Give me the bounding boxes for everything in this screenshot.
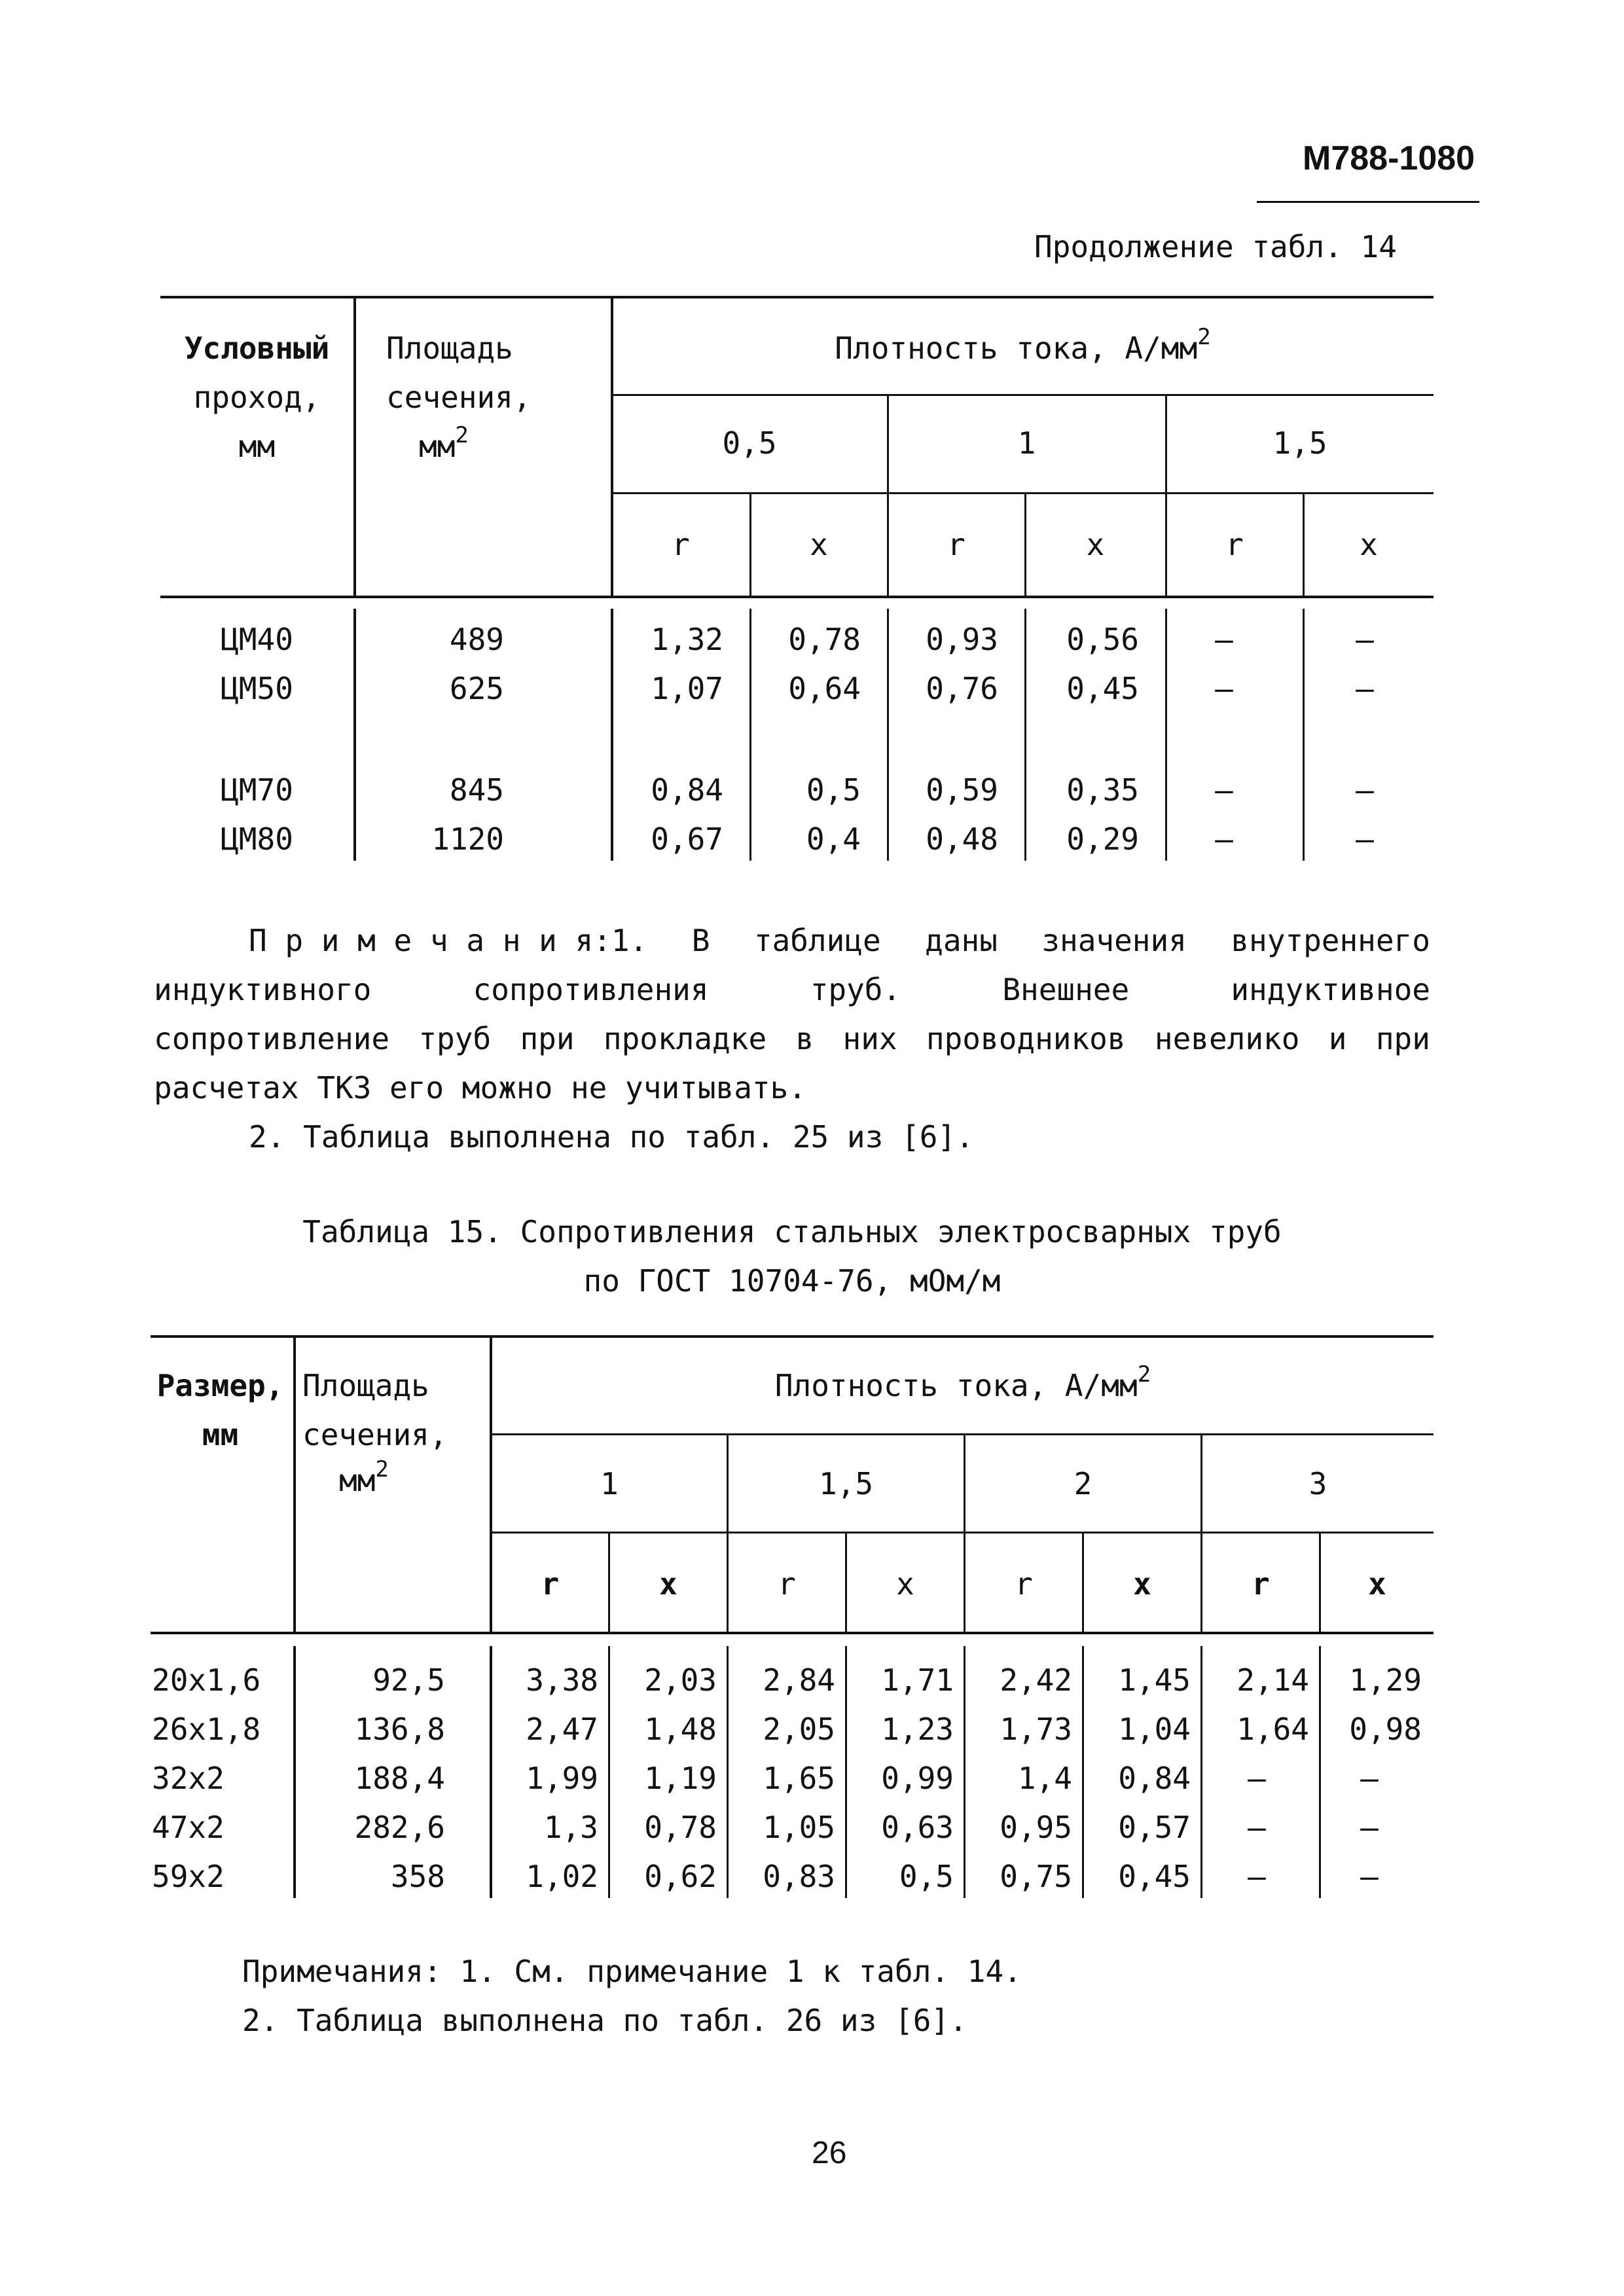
notes14-w: проводников [926, 1021, 1126, 1056]
table-cell: 0,5 [806, 772, 861, 808]
table15-title-line2: по ГОСТ 10704-76, мОм/м [583, 1263, 1001, 1299]
notes14-w: в [795, 1021, 814, 1056]
t14-vline [1303, 609, 1305, 861]
notes15-line2: 2. Таблица выполнена по табл. 26 из [6]. [242, 2003, 967, 2038]
continuation-label: Продолжение табл. 14 [1034, 229, 1397, 264]
t15-density-0: 1 [600, 1466, 619, 1501]
table-cell: 0,75 [1000, 1859, 1072, 1894]
t15-col-area-l2: сечения, [302, 1417, 448, 1452]
t14-vline [353, 296, 356, 596]
t14-col-nominal-l3: мм [238, 429, 276, 464]
t15-col-size-l2: мм [202, 1417, 239, 1452]
table-cell: 1,07 [651, 671, 723, 706]
t14-density-sup: 2 [1197, 324, 1211, 350]
table-cell: 1,71 [881, 1662, 954, 1698]
table-cell: 1,99 [526, 1761, 598, 1796]
t15-density-2: 2 [1074, 1466, 1092, 1501]
t14-rx-5: x [1360, 527, 1378, 562]
table-cell: 0,95 [1000, 1810, 1072, 1845]
notes14-w: даны [925, 923, 998, 958]
table-cell: 0,67 [651, 821, 723, 857]
row-area: 489 [449, 622, 504, 657]
table-cell: 0,93 [926, 622, 998, 657]
row-label: 47х2 [152, 1810, 225, 1845]
table-cell: 2,42 [1000, 1662, 1072, 1698]
table-cell: 0,62 [644, 1859, 717, 1894]
table-cell: 0,57 [1118, 1810, 1191, 1845]
t15-density-1: 1,5 [818, 1466, 874, 1501]
t15-density-label: Плотность тока, А/мм [774, 1368, 1138, 1403]
table-cell: 0,59 [926, 772, 998, 808]
row-area: 625 [449, 671, 504, 706]
t15-top-rule [151, 1335, 1434, 1338]
t14-col-area-l1: Площадь [386, 331, 513, 366]
notes14-w: труб. [810, 972, 901, 1007]
t15-rx-4: r [1015, 1566, 1033, 1602]
notes14-line4: расчетах ТКЗ его можно не учитывать. [154, 1070, 806, 1105]
table-cell: – [1248, 1810, 1266, 1845]
t14-rx-1: x [810, 527, 828, 562]
table-cell: 0,78 [644, 1810, 717, 1845]
table-cell: 1,48 [644, 1712, 717, 1747]
t15-rx-2: r [778, 1566, 796, 1602]
table-cell: 0,99 [881, 1761, 954, 1796]
notes14-w: Внешнее [1002, 972, 1130, 1007]
t14-density-label: Плотность тока, А/мм [835, 331, 1198, 366]
table-cell: 1,45 [1118, 1662, 1191, 1698]
table15-title-line1: Таблица 15. Сопротивления стальных электросварных труб [302, 1214, 1282, 1249]
row-area: 92,5 [372, 1662, 445, 1698]
table-cell: 1,4 [1017, 1761, 1072, 1796]
table-cell: 0,45 [1118, 1859, 1191, 1894]
row-area: 1120 [431, 821, 504, 857]
table-cell: 1,29 [1349, 1662, 1422, 1698]
notes14-w: В [691, 923, 710, 958]
header-rule [1257, 201, 1479, 203]
t15-vline [964, 1433, 965, 1632]
table-cell: 1,73 [1000, 1712, 1072, 1747]
t15-vline [727, 1433, 729, 1632]
table-cell: 1,02 [526, 1859, 598, 1894]
notes14-line3 [154, 1021, 1430, 1056]
notes14-w: прокладке [603, 1021, 767, 1056]
notes14-line1 [249, 923, 1430, 958]
notes14-w: индуктивного [154, 972, 372, 1007]
notes14-w: таблице [753, 923, 881, 958]
t14-rx-0: r [672, 527, 690, 562]
table-cell: 0,29 [1066, 821, 1139, 857]
row-area: 358 [390, 1859, 445, 1894]
table-cell: 0,56 [1066, 622, 1139, 657]
t15-rx-7: x [1368, 1566, 1386, 1602]
table-cell: 0,78 [788, 622, 861, 657]
table-cell: – [1248, 1859, 1266, 1894]
table-cell: 2,84 [763, 1662, 835, 1698]
row-area: 282,6 [354, 1810, 445, 1845]
t15-vline [1200, 1433, 1202, 1632]
table-cell: 1,64 [1236, 1712, 1309, 1747]
notes14-w: и [1328, 1021, 1347, 1056]
table-cell: – [1356, 671, 1374, 706]
table-cell: 0,63 [881, 1810, 954, 1845]
table-cell: – [1360, 1810, 1379, 1845]
table-cell: 2,47 [526, 1712, 598, 1747]
table-cell: – [1215, 671, 1233, 706]
table-cell: 0,48 [926, 821, 998, 857]
row-area: 845 [449, 772, 504, 808]
t15-col-area-l3 [339, 1456, 389, 1498]
notes14-w: внутреннего [1231, 923, 1430, 958]
table-cell: 0,98 [1349, 1712, 1422, 1747]
table-cell: – [1356, 772, 1374, 808]
notes14-w: невелико [1154, 1021, 1300, 1056]
t14-col-area-l2: сечения, [386, 380, 532, 415]
notes14-w: сопротивления [473, 972, 709, 1007]
t15-density-sup: 2 [1137, 1361, 1151, 1388]
table-cell: 0,84 [1118, 1761, 1191, 1796]
table-cell: 0,83 [763, 1859, 835, 1894]
t14-col-area-l3 [419, 422, 469, 464]
row-label: ЦМ40 [221, 622, 293, 657]
t15-rx-5: x [1133, 1566, 1151, 1602]
table-cell: 0,35 [1066, 772, 1139, 808]
notes14-w: П р и м е ч а н и я:1. [249, 923, 648, 958]
table-cell: 0,64 [788, 671, 861, 706]
row-label: 59х2 [152, 1859, 225, 1894]
row-label: 26х1,8 [152, 1712, 261, 1747]
table-cell: 0,76 [926, 671, 998, 706]
t14-col-nominal-l1: Условный [184, 331, 330, 366]
t15-header-bottom-rule [151, 1632, 1434, 1634]
table-cell: 2,05 [763, 1712, 835, 1747]
t14-area-unit: мм [419, 429, 456, 464]
table-cell: – [1356, 622, 1374, 657]
table-cell: – [1215, 622, 1233, 657]
table-cell: 1,23 [881, 1712, 954, 1747]
notes14-w: индуктивное [1231, 972, 1430, 1007]
t15-density-rule [492, 1433, 1434, 1435]
t14-density-header [612, 324, 1434, 366]
t14-vline [1165, 394, 1167, 596]
table-cell: – [1248, 1761, 1266, 1796]
notes14-line2 [154, 972, 1430, 1007]
t14-rx-3: x [1086, 527, 1105, 562]
row-label: ЦМ50 [221, 671, 293, 706]
t15-col-area-l1: Площадь [302, 1368, 429, 1403]
t14-density-2: 1,5 [1272, 425, 1327, 461]
row-area: 136,8 [354, 1712, 445, 1747]
t14-vline [1165, 609, 1167, 861]
t14-top-rule [160, 296, 1434, 298]
table-cell: 0,5 [899, 1859, 954, 1894]
t15-rx-1: x [659, 1566, 677, 1602]
t15-rx-0: r [541, 1566, 560, 1602]
t15-density-3: 3 [1308, 1466, 1327, 1501]
table-cell: – [1356, 821, 1374, 857]
notes15-line1: Примечания: 1. См. примечание 1 к табл. 14. [242, 1954, 1022, 1989]
table-cell: 0,84 [651, 772, 723, 808]
notes14-w: них [842, 1021, 897, 1056]
table-cell: – [1360, 1859, 1379, 1894]
document-code: М788-1080 [1303, 139, 1475, 177]
t15-area-unit: мм [339, 1463, 376, 1498]
notes14-w: значения [1041, 923, 1187, 958]
t14-subhead-rule [612, 492, 1434, 494]
notes14-w: при [520, 1021, 575, 1056]
table-cell: 3,38 [526, 1662, 598, 1698]
t15-density-header [492, 1361, 1434, 1403]
table-cell: 0,4 [806, 821, 861, 857]
table-cell: – [1360, 1761, 1379, 1796]
row-label: ЦМ80 [221, 821, 293, 857]
t14-density-rule [612, 394, 1434, 396]
t15-col-size-l1: Размер, [156, 1368, 284, 1403]
t15-subhead-rule [492, 1532, 1434, 1534]
notes14-w: труб [418, 1021, 492, 1056]
table-cell: 1,65 [763, 1761, 835, 1796]
t14-density-0: 0,5 [722, 425, 777, 461]
table-cell: 1,32 [651, 622, 723, 657]
notes14-line5: 2. Таблица выполнена по табл. 25 из [6]. [249, 1119, 974, 1155]
t14-header-bottom-rule [160, 596, 1434, 598]
table-cell: 1,3 [543, 1810, 598, 1845]
notes14-w: сопротивление [154, 1021, 390, 1056]
table-cell: – [1215, 821, 1233, 857]
table-cell: 2,14 [1236, 1662, 1309, 1698]
row-label: ЦМ70 [221, 772, 293, 808]
table-cell: 1,05 [763, 1810, 835, 1845]
table-cell: 2,03 [644, 1662, 717, 1698]
table-cell: 0,45 [1066, 671, 1139, 706]
row-area: 188,4 [354, 1761, 445, 1796]
t14-vline [887, 394, 889, 596]
t15-vline [293, 1335, 296, 1632]
row-label: 32х2 [152, 1761, 225, 1796]
table-cell: – [1215, 772, 1233, 808]
page-number: 26 [812, 2136, 847, 2170]
t15-area-sup: 2 [375, 1456, 389, 1482]
table-cell: 1,04 [1118, 1712, 1191, 1747]
t14-area-sup: 2 [455, 422, 469, 448]
t15-rx-6: r [1252, 1566, 1270, 1602]
t14-rx-2: r [947, 527, 965, 562]
t14-density-1: 1 [1017, 425, 1036, 461]
row-label: 20х1,6 [152, 1662, 261, 1698]
t14-col-nominal-l2: проход, [193, 380, 321, 415]
t14-rx-4: r [1225, 527, 1244, 562]
table-cell: 1,19 [644, 1761, 717, 1796]
t15-rx-3: x [896, 1566, 914, 1602]
notes14-w: при [1375, 1021, 1430, 1056]
